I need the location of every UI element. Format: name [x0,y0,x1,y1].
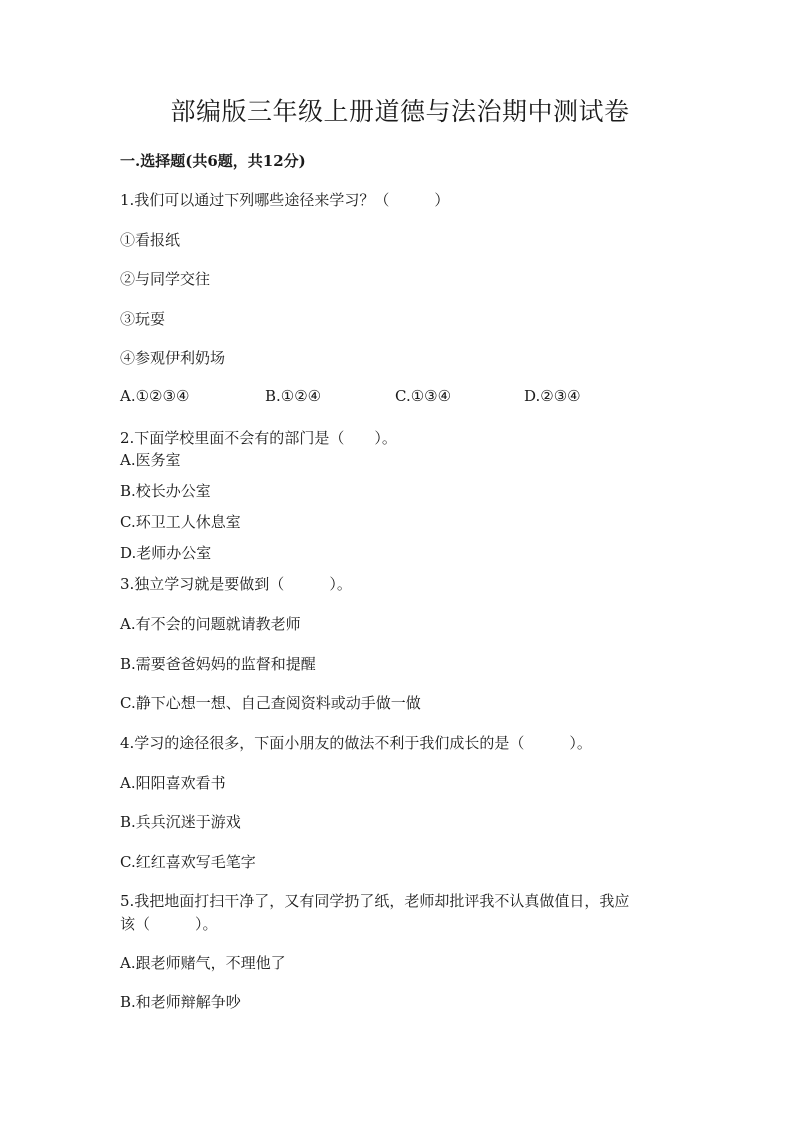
question-5-stem-line-2: 该（ ）。 [120,915,218,933]
question-5-option-a: A.跟老师赌气，不理他了 [120,954,286,972]
question-2-option-d: D.老师办公室 [120,544,212,562]
question-3-option-c: C.静下心想一想、自己查阅资料或动手做一做 [120,694,421,712]
question-2-option-a: A.医务室 [120,451,181,469]
question-2-stem: 2.下面学校里面不会有的部门是（ ）。 [120,429,397,447]
question-1-stem: 1.我们可以通过下列哪些途径来学习？（ ） [120,191,450,209]
question-2-option-c: C.环卫工人休息室 [120,513,241,531]
question-1-item-1: ①看报纸 [120,231,181,249]
question-3-option-a: A.有不会的问题就请教老师 [120,615,301,633]
question-5-stem-line-1: 5.我把地面打扫干净了，又有同学扔了纸，老师却批评我不认真做值日，我应 [120,892,630,910]
question-1-option-c: C.①③④ [395,387,452,405]
question-1-item-2: ②与同学交往 [120,270,211,288]
question-1-item-3: ③玩耍 [120,310,166,328]
section-heading: 一.选择题(共6题，共12分) [120,152,306,170]
question-1-item-4: ④参观伊利奶场 [120,349,226,367]
question-4-option-b: B.兵兵沉迷于游戏 [120,813,241,831]
question-4-stem: 4.学习的途径很多，下面小朋友的做法不利于我们成长的是（ ）。 [120,734,592,752]
question-3-option-b: B.需要爸爸妈妈的监督和提醒 [120,655,316,673]
page-title: 部编版三年级上册道德与法治期中测试卷 [170,97,630,126]
question-2-option-b: B.校长办公室 [120,482,211,500]
question-4-option-c: C.红红喜欢写毛笔字 [120,853,256,871]
question-3-stem: 3.独立学习就是要做到（ ）。 [120,575,352,593]
question-5-option-b: B.和老师辩解争吵 [120,993,241,1011]
question-1-option-b: B.①②④ [265,387,322,405]
question-1-option-a: A.①②③④ [120,387,190,405]
question-1-option-d: D.②③④ [524,387,581,405]
question-4-option-a: A.阳阳喜欢看书 [120,774,226,792]
